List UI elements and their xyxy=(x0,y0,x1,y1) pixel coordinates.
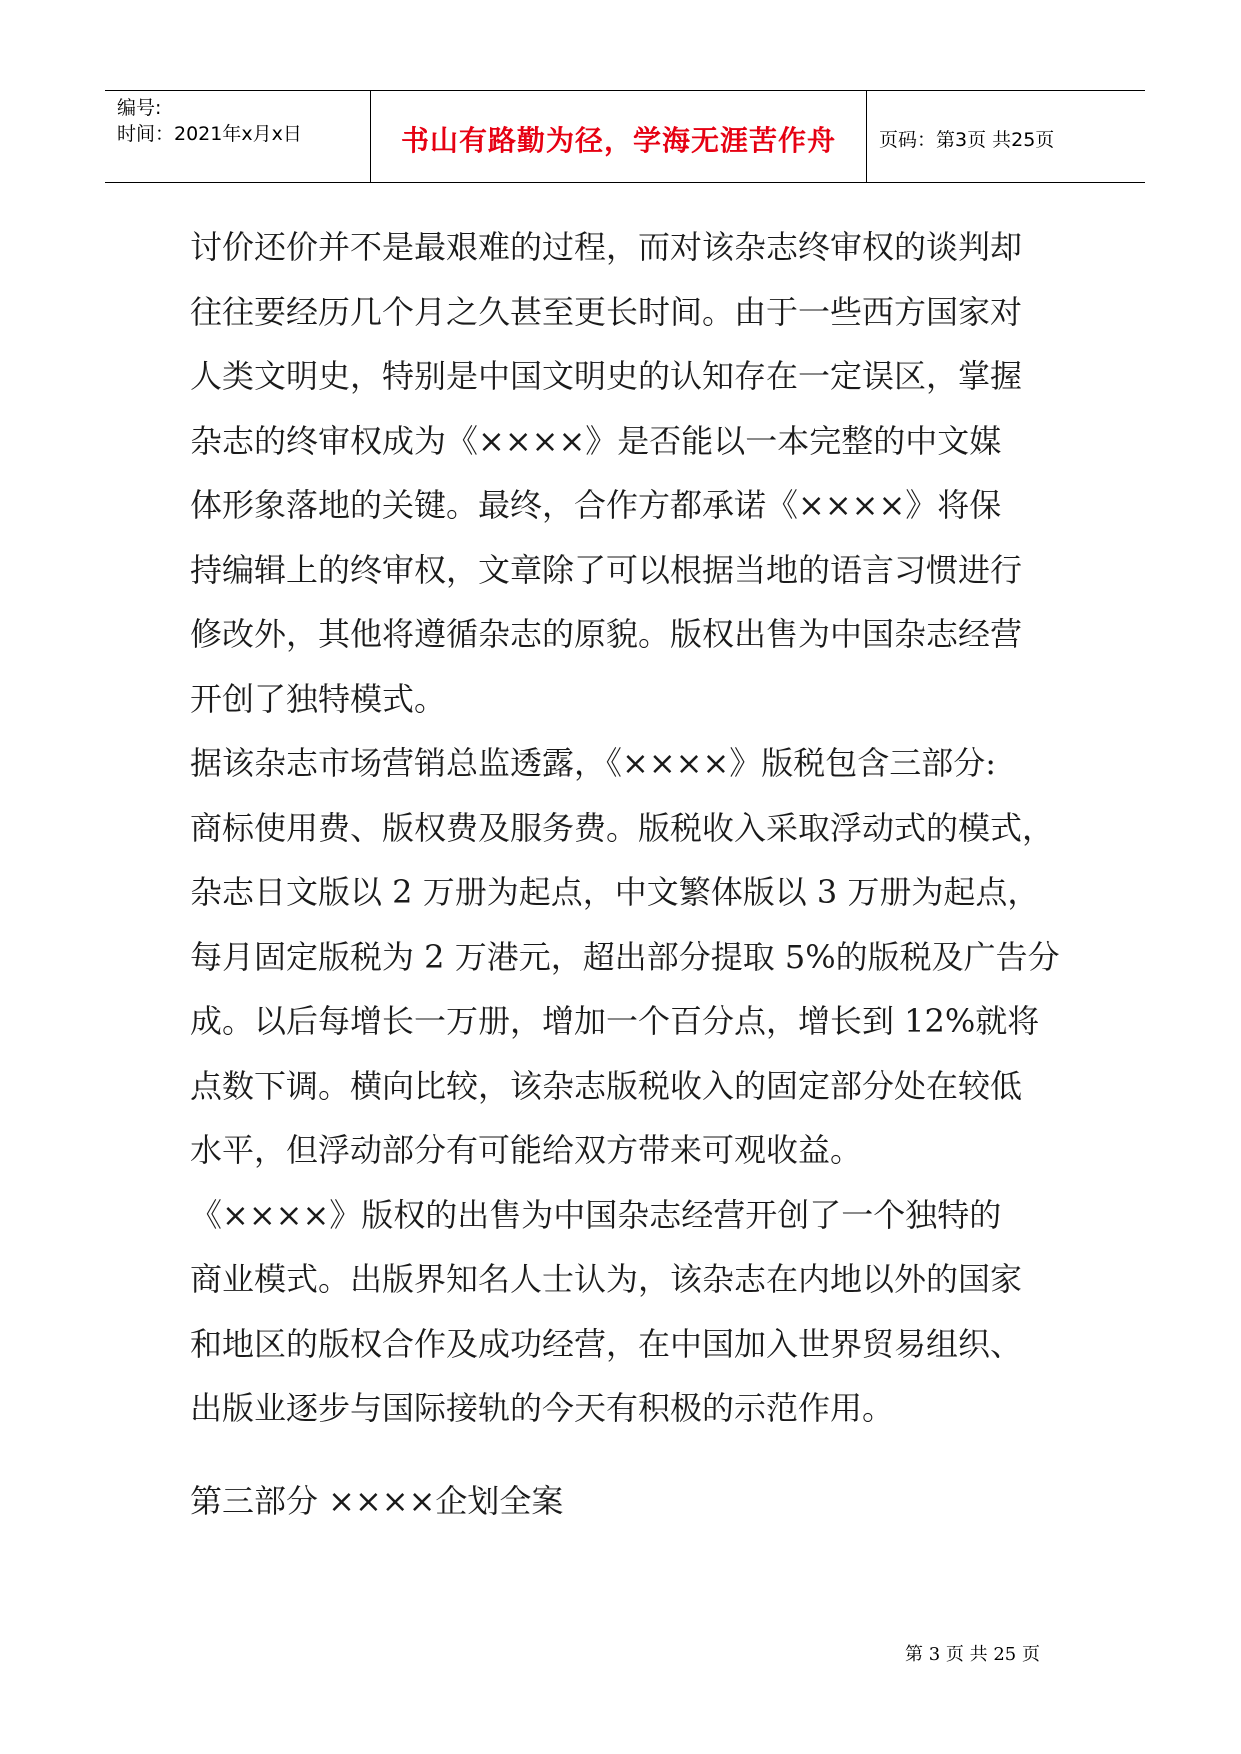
body-line: 成。以后每增长一万册，增加一个百分点，增长到 12%就将 xyxy=(190,1002,1040,1040)
body-line: 商业模式。出版界知名人士认为，该杂志在内地以外的国家 xyxy=(190,1260,1023,1298)
body-line: 开创了独特模式。 xyxy=(190,679,447,718)
document-header xyxy=(105,90,1145,183)
body-line: 《××××》版权的出售为中国杂志经营开创了一个独特的 xyxy=(190,1195,1002,1234)
body-line: 修改外，其他将遵循杂志的原貌。版权出售为中国杂志经营 xyxy=(190,615,1023,653)
body-line: 据该杂志市场营销总监透露，《××××》版税包含三部分: xyxy=(190,744,997,782)
body-line: 体形象落地的关键。最终，合作方都承诺《××××》将保 xyxy=(190,486,1002,524)
body-line: 商标使用费、版权费及服务费。版税收入采取浮动式的模式， xyxy=(190,808,1055,847)
body-line: 每月固定版税为 2 万港元，超出部分提取 5%的版税及广告分 xyxy=(190,937,1060,976)
page-footer: 第 3 页 共 25 页 xyxy=(905,1644,1040,1665)
body-line: 人类文明史，特别是中国文明史的认知存在一定误区，掌握 xyxy=(190,357,1023,395)
header-motto: 书山有路勤为径，学海无涯苦作舟 xyxy=(400,124,836,157)
body-line: 出版业逐步与国际接轨的今天有积极的示范作用。 xyxy=(190,1389,895,1427)
body-line: 持编辑上的终审权，文章除了可以根据当地的语言习惯进行 xyxy=(190,550,1023,589)
header-page-cell xyxy=(867,91,1145,182)
header-motto-cell xyxy=(370,91,867,182)
body-line: 水平，但浮动部分有可能给双方带来可观收益。 xyxy=(190,1131,863,1169)
section-heading: 第三部分 ××××企划全案 xyxy=(190,1481,564,1520)
document-time-label: 时间：2021年x月x日 xyxy=(117,123,302,145)
body-line: 往往要经历几个月之久甚至更长时间。由于一些西方国家对 xyxy=(190,292,1023,331)
body-line: 和地区的版权合作及成功经营，在中国加入世界贸易组织、 xyxy=(190,1324,1023,1363)
document-number-label: 编号: xyxy=(117,97,162,119)
header-meta-cell xyxy=(105,91,370,182)
body-line: 点数下调。横向比较，该杂志版税收入的固定部分处在较低 xyxy=(190,1066,1023,1105)
header-page-info: 页码：第3页 共25页 xyxy=(879,129,1055,151)
document-body xyxy=(190,215,1080,1533)
body-line: 讨价还价并不是最艰难的过程，而对该杂志终审权的谈判却 xyxy=(190,228,1023,266)
body-line: 杂志的终审权成为《××××》是否能以一本完整的中文媒 xyxy=(190,421,1002,460)
body-line: 杂志日文版以 2 万册为起点，中文繁体版以 3 万册为起点， xyxy=(190,873,1040,911)
